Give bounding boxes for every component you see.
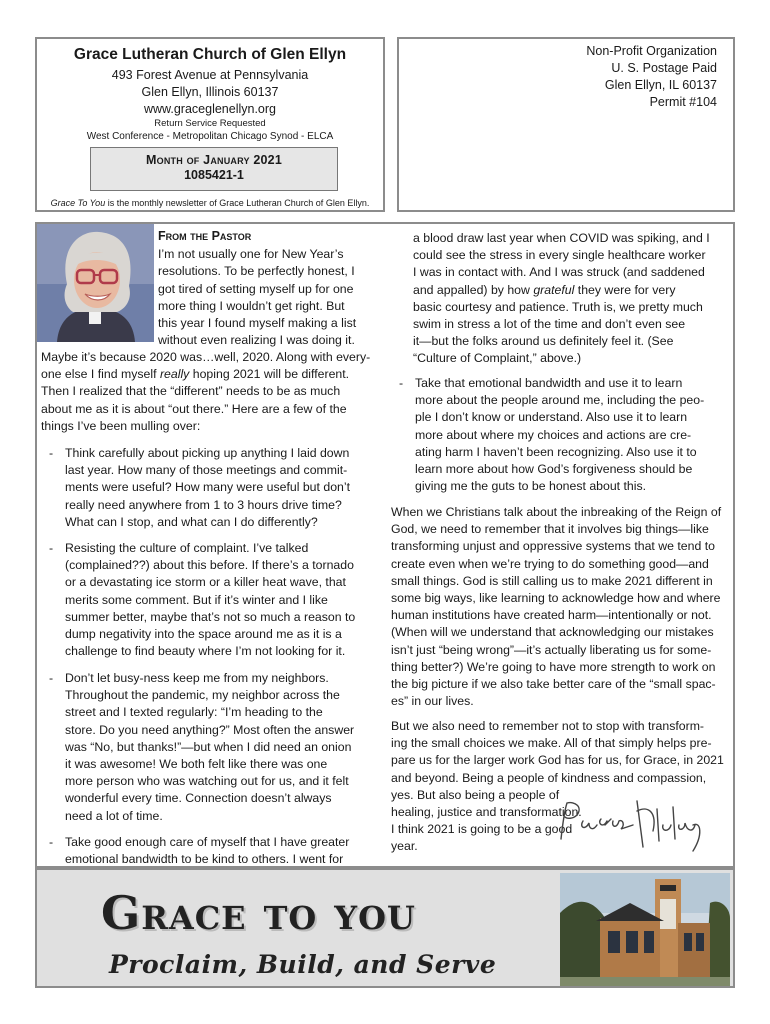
pastor-portrait [37,224,154,342]
issue-id: 1085421-1 [184,168,244,182]
para-line: and beyond. Being a people of kindness and compassion, [391,770,707,785]
mailing-header [35,37,385,212]
intro-text: one else I find myself [41,367,160,382]
cont-line [413,282,733,299]
cont-line: it—but the folks around us definitely feel it. (See [413,334,674,349]
postage-line-1: Non-Profit Organization [586,44,717,58]
reign-paragraph [391,504,733,710]
para-line: transforming unjust and oppressive systems that we tend to [391,539,715,554]
para-line: But we also need to remember not to stop with transform- [391,719,705,733]
article-continuation [413,230,733,368]
footer-banner [35,868,735,988]
pastor-signature [553,791,728,861]
bullet-line: emotional bandwidth to be kind to others. I went for [65,852,344,867]
bullet-line: ating harm I haven’t been recognizing. Also use it to [415,444,697,459]
bullet-dash: - [49,671,54,685]
bullet-line: Resisting the culture of complaint. I’ve talked [65,541,309,555]
intro-line: Then I realized that the “different” needs to be as much [41,384,341,399]
bullet-line: Throughout the pandemic, my neighbor across the [65,688,340,703]
bullet-line: more person who was watching out for us, and it felt [65,774,349,789]
bullet-line: it was awesome! We both felt like there was one [65,757,328,772]
para-line: human institutions have created harm—intentionally or not. [391,608,712,623]
intro-line [41,366,391,383]
newsletter-note [37,198,383,208]
postage-indicia [397,37,735,212]
bullet-line: need a lot of time. [65,808,163,823]
cont-text: and appalled) by how [413,282,534,297]
para-line: (When will we understand that acknowledging our mistakes [391,625,714,640]
opening-line: without even realizing I was doing it. [158,333,355,348]
bullet-dash: - [49,835,54,849]
bullet-item [49,540,389,660]
bullet-line: Think carefully about picking up anything I laid down [65,446,350,460]
cont-line: basic courtesy and patience. Truth is, we pretty much [413,299,703,314]
para-line: healing, justice and transformation. [391,805,582,820]
issue-box [90,147,338,191]
newsletter-tagline: Proclaim, Build, and Serve [109,950,497,979]
para-line: create even when we’re trying to do something good—and [391,556,709,571]
bullet-line: really need anywhere from 1 to 3 hours drive time? [65,497,342,512]
conference-line: West Conference - Metropolitan Chicago Synod - ELCA [86,131,334,142]
bullet-line: summer better, maybe that’s not so much a reason to [65,609,356,624]
opening-line: I’m not usually one for New Year’s [158,247,344,262]
address-line-1: 493 Forest Avenue at Pennsylvania [111,68,309,82]
bullet-line: What can I stop, and what can I do differently? [65,514,318,529]
bullet-line: store. Do you need anything?” Most often the answer [65,722,355,737]
para-line: God, we need to remember that it involves big things—like [391,522,709,537]
bullet-line: Take that emotional bandwidth and use it to learn [415,376,683,390]
para-line: thing better?) We’re going to have more strength to work on [391,659,716,674]
bullet-line: or a devastating ice storm or a killer heat wave, that [65,575,346,590]
bullet-line: last year. How many of those meetings and commit- [65,463,348,478]
bullet-line: dump negativity into the space around me as it is a [65,627,342,642]
church-website[interactable]: www.graceglenellyn.org [143,102,276,116]
bullet-line: Take good enough care of myself that I have greater [65,835,350,849]
article-intro [41,349,391,435]
newsletter-note-text: is the monthly newsletter of Grace Lutheran Church of Glen Ellyn. [105,198,370,208]
bullet-line: challenge to find beauty where I’m not looking for it. [65,644,346,659]
para-line: ing the small choices we make. All of that simply helps pre- [391,736,712,751]
para-line: some big ways, like learning to acknowledge how and where [391,591,721,606]
bullet-line: ple I don’t know or understand. Also use it to learn [415,410,688,425]
intro-emphasis: really [159,367,190,382]
para-line: es” in our lives. [391,694,474,709]
return-service: Return Service Requested [154,118,266,129]
cont-line: swim in stress a lot of the time and don’t even see [413,317,686,332]
intro-line: things I’ve been mulling over: [41,418,201,433]
bullet-line: more about where my choices and actions are cre- [415,427,692,442]
intro-text: hoping 2021 will be different. [189,367,350,382]
postage-line-3: Glen Ellyn, IL 60137 [604,78,717,92]
bullet-line: street and I texted regularly: “I’m heading to the [65,705,323,720]
opening-line: got tired of setting myself up for one [158,281,354,296]
cont-text: they were for very [574,282,676,297]
bullet-line: more about the people around me, including the peo- [415,393,705,408]
opening-line: resolutions. To be perfectly honest, I [158,264,355,279]
para-line: When we Christians talk about the inbreaking of the Reign of [391,505,722,519]
newsletter-title: Grace to you [101,886,416,940]
cont-line: I was in contact with. And I was struck (and saddened [413,265,705,280]
para-line: yes. But also being a people of [391,787,560,802]
address-line-2: Glen Ellyn, Illinois 60137 [141,85,279,99]
postage-line-4: Permit #104 [649,95,717,109]
para-line: the big picture if we also take better care of the “small spac- [391,677,716,692]
bullet-dash: - [399,376,404,390]
bullet-line: wonderful every time. Connection doesn’t always [65,791,332,806]
bullet-item [49,670,389,825]
bullet-line: merits some comment. But if it’s winter and I like [65,592,328,607]
bullet-line: ments were useful? How many were useful but don’t [65,480,351,495]
para-line: I think 2021 is going to be a good [391,822,573,837]
church-name: Grace Lutheran Church of Glen Ellyn [73,46,347,63]
intro-line: Maybe it’s because 2020 was…well, 2020. Along with every- [41,350,371,364]
article-opening [158,228,386,349]
issue-month: Month of January 2021 [146,153,282,167]
bullet-line: giving me the guts to be honest about this. [415,479,647,494]
cont-line: a blood draw last year when COVID was spiking, and I [413,231,710,245]
bullet-line: Don’t let busy-ness keep me from my neighbors. [65,671,329,685]
opening-line: this year I found myself making a list [158,316,357,331]
cont-emphasis: grateful [533,282,575,297]
opening-line: more thing I wouldn’t get right. But [158,298,345,313]
para-line: small things. God is still calling us to make 2021 different in [391,573,713,588]
cont-line: could see the stress in every single healthcare worker [413,248,706,263]
bullet-line: (complained??) about this before. If there’s a tornado [65,558,354,573]
church-building-photo [560,873,730,986]
postage-line-2: U. S. Postage Paid [611,61,717,75]
article-box [35,222,735,868]
para-line: year. [391,839,418,854]
newsletter-name: Grace To You [50,198,106,208]
bullet-item [49,834,389,868]
bullet-line: learn more about how God’s forgiveness should be [415,462,693,477]
bullet-dash: - [49,541,54,555]
bullet-line: was “No, but thanks!”—but when I did need an onion [65,739,352,754]
para-line: isn’t just “being wrong”—it’s actually liberating us for some- [391,642,712,657]
bullet-item [399,375,733,495]
para-line: pare us for the larger work God has for us, for Grace, in 2021 [391,753,724,768]
pastor-photo [37,224,154,342]
bullet-item [49,445,389,531]
bullet-dash: - [49,446,54,460]
article-title: From the Pastor [158,229,252,243]
signature-text: Pastor Melody [553,859,560,860]
intro-line: about me as it is about “out there.” Here are a few of the [41,401,347,416]
cont-line: “Culture of Complaint,” above.) [413,351,582,366]
